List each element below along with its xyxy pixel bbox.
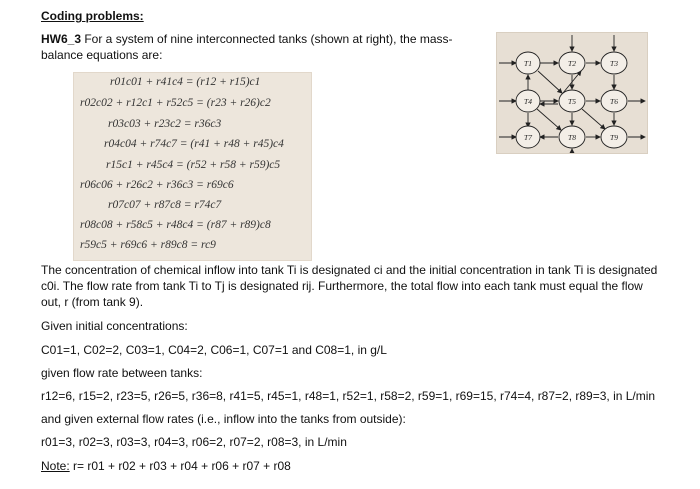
tank-t6-label: T6 [610,97,618,106]
equation-7: r07c07 + r87c8 = r74c7 [108,199,222,211]
equation-1: r01c01 + r41c4 = (r12 + r15)c1 [110,76,261,88]
section-heading: Coding problems: [41,9,144,23]
flow-t5-t9 [582,109,605,129]
equation-8: r08c08 + r58c5 + r48c4 = (r87 + r89)c8 [80,219,271,231]
tank-t9-label: T9 [610,133,618,142]
initial-conc-label: Given initial concentrations: [41,319,188,333]
flow-t1-t5 [538,71,562,93]
problem-intro [41,31,486,63]
equation-5: r15c1 + r45c4 = (r52 + r58 + r59)c5 [106,159,281,171]
tank-t4-label: T4 [524,97,532,106]
note-line [41,459,291,473]
external-flow-values: r01=3, r02=3, r03=3, r04=3, r06=2, r07=2, r08=3, in L/min [41,435,347,449]
equation-6: r06c06 + r26c2 + r36c3 = r69c6 [80,179,234,191]
tank-network-diagram [496,32,648,154]
note-label: Note: [41,459,70,473]
flow-rate-values: r12=6, r15=2, r23=5, r26=5, r36=8, r41=5, r45=1, r48=1, r52=1, r58=2, r59=1, r69=15, r74=4, r87=2, r89=3, in L/min [41,389,656,403]
tank-t5-label: T5 [568,97,576,106]
problem-intro-text: For a system of nine interconnected tanks (shown at right), the mass-balance equations are: [41,32,453,62]
flow-rate-label: given flow rate between tanks: [41,366,203,380]
equation-4: r04c04 + r74c7 = (r41 + r48 + r45)c4 [104,138,284,150]
external-flow-label: and given external flow rates (i.e., inflow into the tanks from outside): [41,412,406,426]
equation-2: r02c02 + r12c1 + r52c5 = (r23 + r26)c2 [80,97,271,109]
note-text: r= r01 + r02 + r03 + r04 + r06 + r07 + r08 [69,459,291,473]
tank-t8-label: T8 [568,133,576,142]
equation-3: r03c03 + r23c2 = r36c3 [108,118,222,130]
tank-t1-label: T1 [524,59,532,68]
equation-9: r59c5 + r69c6 + r89c8 = rc9 [80,239,216,251]
tank-t7-label: T7 [524,133,532,142]
flow-t4-t8 [537,109,561,130]
initial-conc-values: C01=1, C02=2, C03=1, C04=2, C06=1, C07=1 and C08=1, in g/L [41,343,387,357]
equations-image [73,72,312,261]
description-paragraph: The concentration of chemical inflow into tank Ti is designated ci and the initial concentration in tank Ti is designated c0i. The flow rate from tank Ti to Tj is designated rij. Furthermore, the total flow into each tank must equal the flow out, r (from tank 9). [41,263,658,309]
tank-t3-label: T3 [610,59,618,68]
tank-network-svg [497,33,647,153]
tank-t2-label: T2 [568,59,576,68]
problem-label: HW6_3 [41,32,82,46]
